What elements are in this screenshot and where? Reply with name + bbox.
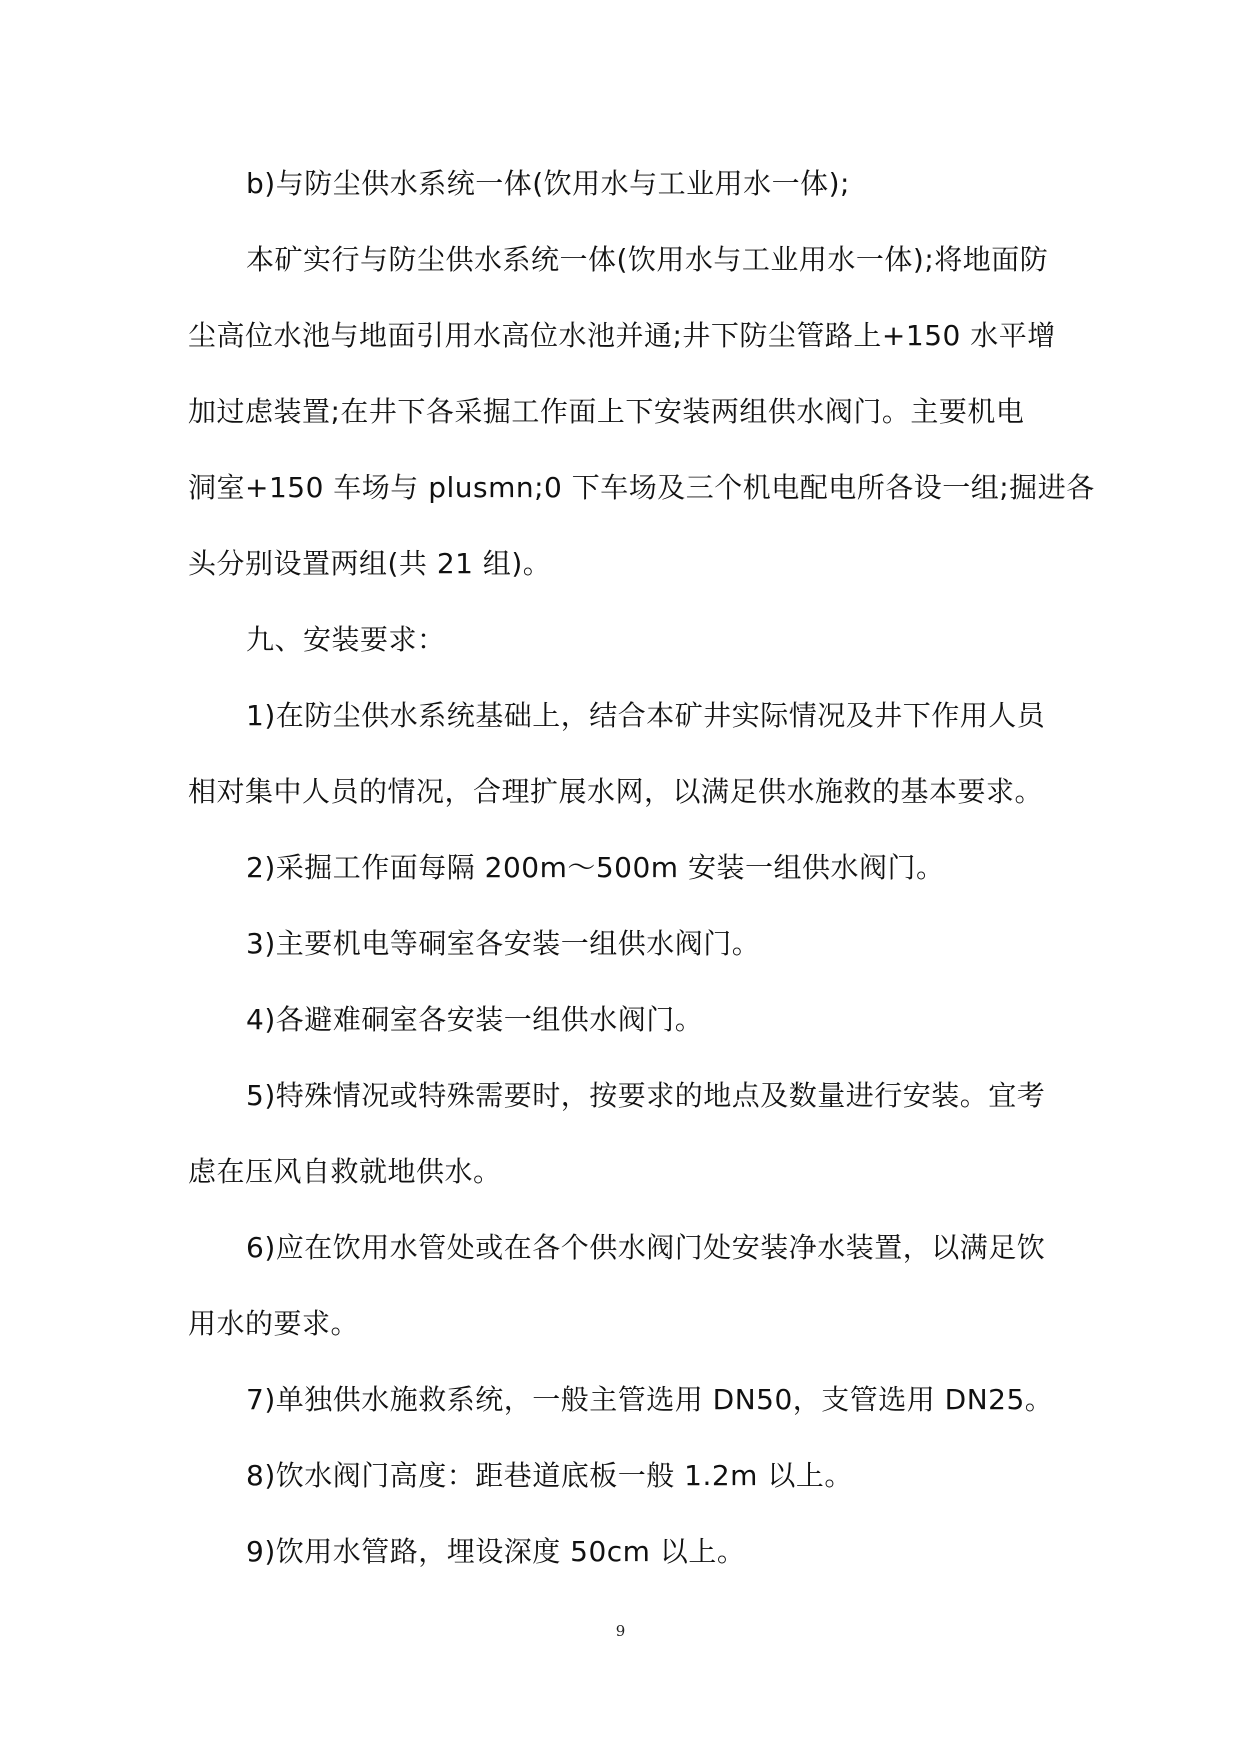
text-line: b)与防尘供水系统一体(饮用水与工业用水一体); <box>246 167 850 200</box>
text-line: 洞室+150 车场与 plusmn;0 下车场及三个机电配电所各设一组;掘进各 <box>188 471 1095 504</box>
section-heading: 九、安装要求： <box>246 623 446 656</box>
text-line: 虑在压风自救就地供水。 <box>188 1155 502 1188</box>
text-line: 4)各避难硐室各安装一组供水阀门。 <box>246 1003 704 1036</box>
text-line: 3)主要机电等硐室各安装一组供水阀门。 <box>246 927 761 960</box>
text-line: 1)在防尘供水系统基础上，结合本矿井实际情况及井下作用人员 <box>246 699 1046 732</box>
page-number: 9 <box>615 1622 626 1640</box>
text-line: 8)饮水阀门高度：距巷道底板一般 1.2m 以上。 <box>246 1459 853 1492</box>
text-line: 头分别设置两组(共 21 组)。 <box>188 547 552 580</box>
text-line: 2)采掘工作面每隔 200m～500m 安装一组供水阀门。 <box>246 851 945 884</box>
text-line: 6)应在饮用水管处或在各个供水阀门处安装净水装置，以满足饮 <box>246 1231 1046 1264</box>
text-line: 本矿实行与防尘供水系统一体(饮用水与工业用水一体);将地面防 <box>246 243 1049 276</box>
text-line: 5)特殊情况或特殊需要时，按要求的地点及数量进行安装。宜考 <box>246 1079 1046 1112</box>
document-body <box>188 146 1095 1590</box>
text-line: 相对集中人员的情况，合理扩展水网，以满足供水施救的基本要求。 <box>188 775 1044 808</box>
text-line: 尘高位水池与地面引用水高位水池并通;井下防尘管路上+150 水平增 <box>188 319 1056 352</box>
text-line: 用水的要求。 <box>188 1307 360 1340</box>
text-line: 7)单独供水施救系统，一般主管选用 DN50，支管选用 DN25。 <box>246 1383 1054 1416</box>
text-line: 9)饮用水管路，埋设深度 50cm 以上。 <box>246 1535 746 1568</box>
text-line: 加过虑装置;在井下各采掘工作面上下安装两组供水阀门。主要机电 <box>188 395 1025 428</box>
